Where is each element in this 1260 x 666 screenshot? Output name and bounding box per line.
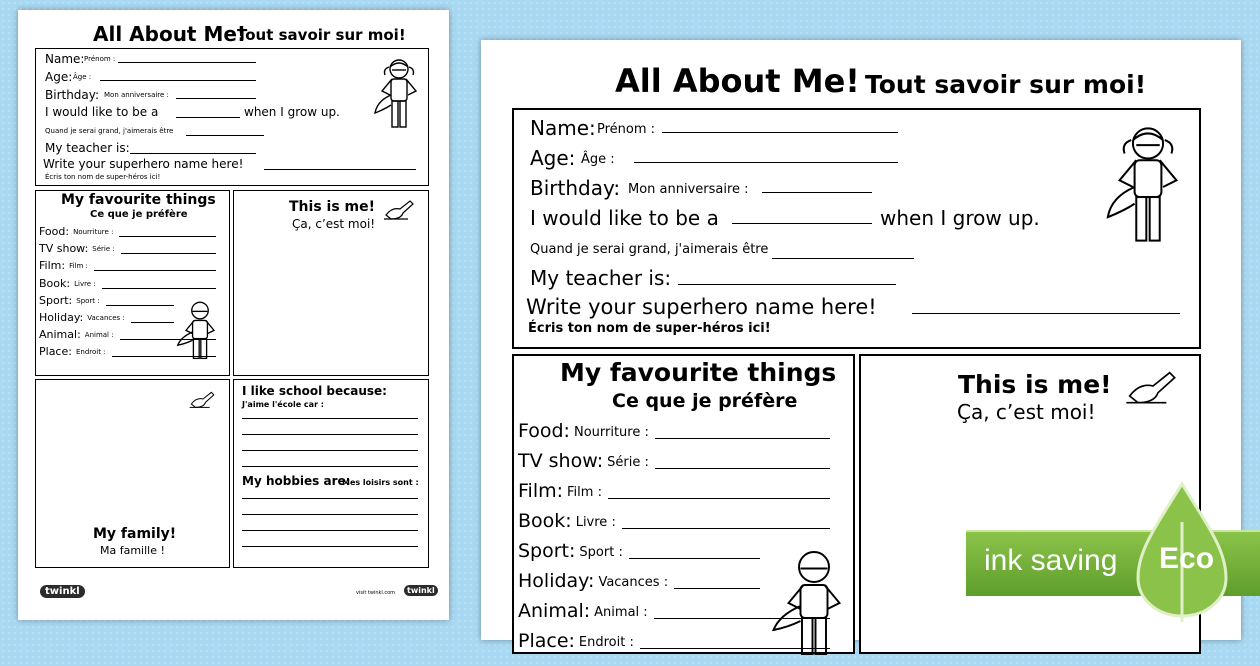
favourite-line — [119, 236, 216, 237]
favourite-line — [106, 305, 174, 306]
favourite-label: Book: — [39, 276, 71, 290]
worksheet-thumbnail — [18, 10, 449, 620]
favourite-fr-label: Film : — [567, 485, 602, 500]
this-is-me-title: This is me! — [289, 199, 375, 215]
pencil-hand-icon — [1123, 366, 1183, 406]
intro-box — [35, 48, 429, 186]
favourites-title: My favourite things — [560, 358, 837, 387]
superhero-fr-label: Écris ton nom de super-héros ici! — [528, 321, 771, 336]
favourite-fr-label: Animal : — [84, 331, 114, 340]
grow-up-label: when I grow up. — [244, 105, 340, 119]
twinkl-url: visit twinkl.com — [356, 590, 396, 596]
favourite-fr-label: Endroit : — [578, 635, 634, 650]
family-title: My family! — [93, 526, 177, 542]
teacher-line — [130, 153, 256, 154]
favourite-line — [102, 288, 216, 289]
favourite-label: TV show: — [39, 242, 89, 256]
favourite-fr-label: Sport : — [579, 545, 623, 560]
pencil-hand-icon — [382, 197, 418, 221]
name-line — [662, 132, 898, 133]
would-like-label: I would like to be a — [530, 206, 719, 230]
name-label: Name: — [530, 116, 596, 140]
favourite-fr-label: Vacances : — [87, 314, 125, 322]
superhero-fr-label: Écris ton nom de super-héros ici! — [45, 173, 161, 181]
would-like-label: I would like to be a — [45, 105, 159, 119]
favourite-fr-label: Livre : — [74, 279, 96, 288]
title-en-large: All About Me! — [615, 62, 860, 100]
superhero-line — [264, 169, 416, 170]
quand-line — [772, 258, 914, 259]
this-is-me-fr: Ça, c’est moi! — [292, 217, 376, 231]
family-box — [35, 379, 230, 568]
favourite-label: Food: — [39, 225, 70, 238]
age-label: Age: — [45, 70, 73, 84]
grow-up-label: when I grow up. — [880, 206, 1040, 230]
favourite-line — [94, 270, 216, 271]
birthday-label: Birthday: — [45, 88, 100, 102]
favourite-label: Film: — [39, 259, 66, 273]
teacher-label: My teacher is: — [45, 141, 130, 155]
favourite-label: Holiday: — [518, 570, 595, 592]
name-fr-label: Prénom : — [84, 55, 116, 63]
title-en: All About Me! — [93, 22, 247, 46]
age-label: Age: — [530, 146, 576, 170]
superhero-boy-icon — [174, 299, 226, 365]
favourite-fr-label: Film : — [69, 262, 88, 271]
name-label: Name: — [45, 52, 85, 66]
ink-saving-label: ink saving — [984, 544, 1118, 577]
superhero-girl-icon — [370, 55, 428, 135]
this-is-me-box — [233, 190, 429, 376]
quand-line — [186, 135, 264, 136]
favourite-label: Film: — [518, 480, 564, 502]
eco-badge-text: Eco — [1159, 542, 1215, 575]
birthday-line — [176, 98, 256, 99]
favourite-line — [622, 528, 830, 529]
intro-box-large — [512, 108, 1201, 349]
favourites-subtitle: Ce que je préfère — [90, 209, 188, 220]
school-box — [233, 379, 429, 568]
favourite-line — [674, 588, 760, 589]
teacher-label: My teacher is: — [530, 266, 672, 290]
would-like-line — [732, 223, 872, 224]
favourite-fr-label: Livre : — [575, 515, 616, 530]
favourite-fr-label: Nourriture : — [573, 425, 649, 440]
superhero-line — [912, 313, 1180, 314]
favourite-label: Animal: — [518, 600, 591, 622]
favourite-label: Holiday: — [39, 311, 84, 324]
age-line — [100, 80, 256, 81]
favourite-fr-label: Vacances : — [598, 575, 669, 590]
favourites-box — [35, 190, 230, 376]
quand-label: Quand je serai grand, j'aimerais être — [45, 127, 174, 135]
favourite-label: Food: — [518, 420, 570, 442]
pencil-hand-icon — [188, 388, 218, 410]
favourite-line — [608, 498, 830, 499]
teacher-line — [678, 284, 896, 285]
birthday-label: Birthday: — [530, 176, 621, 200]
superhero-label: Write your superhero name here! — [43, 157, 244, 171]
name-line — [118, 62, 256, 63]
age-fr-label: Âge : — [73, 73, 92, 81]
family-fr: Ma famille ! — [100, 544, 165, 557]
favourite-line — [121, 253, 216, 254]
favourite-line — [629, 558, 760, 559]
age-fr-label: Âge : — [581, 152, 615, 167]
title-fr: Tout savoir sur moi! — [237, 26, 406, 44]
favourite-fr-label: Série : — [607, 455, 649, 470]
quand-label: Quand je serai grand, j'aimerais être — [530, 242, 769, 257]
favourite-label: TV show: — [518, 450, 604, 472]
favourite-fr-label: Animal : — [594, 605, 648, 620]
this-is-me-title: This is me! — [958, 370, 1112, 399]
favourite-label: Animal: — [39, 328, 81, 342]
twinkl-logo: twinkl — [40, 585, 85, 598]
superhero-label: Write your superhero name here! — [526, 295, 877, 319]
favourites-subtitle: Ce que je préfère — [612, 390, 798, 412]
favourite-label: Place: — [39, 345, 72, 359]
age-line — [634, 162, 898, 163]
school-fr: J'aime l'école car : — [242, 400, 324, 409]
birthday-fr-label: Mon anniversaire : — [104, 91, 169, 99]
favourites-title: My favourite things — [61, 192, 216, 208]
would-like-line — [176, 117, 240, 118]
favourite-fr-label: Sport : — [76, 296, 100, 305]
birthday-line — [762, 192, 872, 193]
superhero-girl-icon — [1098, 120, 1198, 254]
birthday-fr-label: Mon anniversaire : — [628, 182, 749, 197]
favourite-label: Book: — [518, 510, 572, 532]
superhero-boy-icon — [766, 546, 862, 666]
name-fr-label: Prénom : — [597, 122, 656, 137]
hobbies-fr: Mes loisirs sont : — [342, 478, 419, 487]
favourite-fr-label: Série : — [92, 245, 115, 254]
title-fr-large: Tout savoir sur moi! — [865, 70, 1147, 99]
favourite-fr-label: Nourriture : — [73, 228, 114, 236]
favourite-line — [655, 468, 830, 469]
this-is-me-fr: Ça, c’est moi! — [957, 400, 1096, 424]
favourite-label: Sport: — [518, 540, 576, 562]
twinkl-logo-small: twinkl — [404, 585, 438, 596]
hobbies-title: My hobbies are: — [242, 474, 351, 488]
favourite-fr-label: Endroit : — [75, 348, 106, 357]
favourite-line — [131, 322, 174, 323]
favourite-label: Sport: — [39, 293, 73, 307]
school-title: I like school because: — [242, 384, 387, 398]
favourite-label: Place: — [518, 630, 575, 652]
favourites-box-large — [512, 354, 855, 654]
favourite-line — [655, 438, 830, 439]
